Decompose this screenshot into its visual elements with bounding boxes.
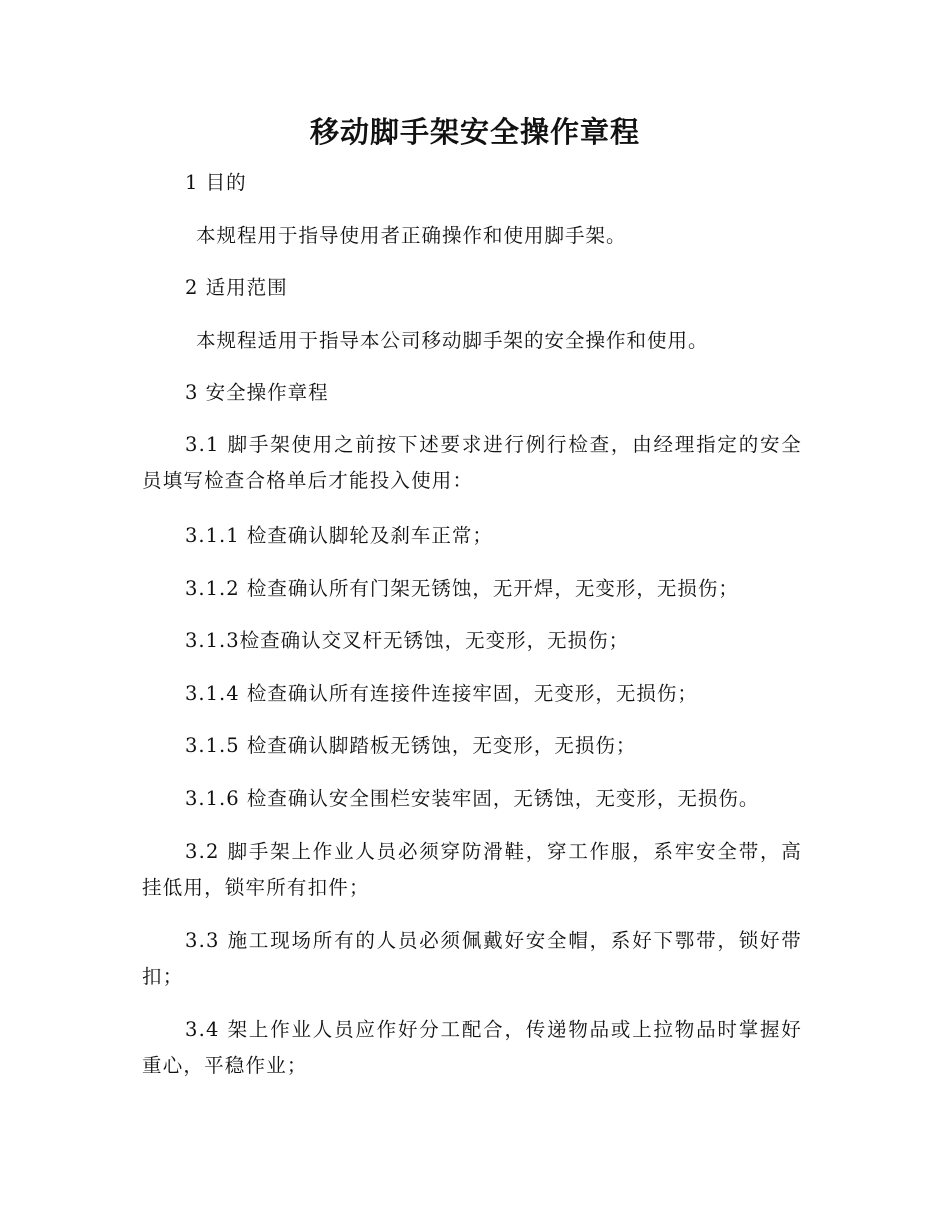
section-1-body: 本规程用于指导使用者正确操作和使用脚手架。: [196, 224, 627, 247]
item-3-4: 3.4 架上作业人员应作好分工配合，传递物品或上拉物品时掌握好重心，平稳作业；: [142, 1018, 802, 1077]
item-3-1-1: 3.1.1 检查确认脚轮及刹车正常；: [185, 524, 493, 547]
item-3-1-5: 3.1.5 检查确认脚踏板无锈蚀，无变形，无损伤；: [185, 734, 637, 757]
item-3-1-6: 3.1.6 检查确认安全围栏安装牢固，无锈蚀，无变形，无损伤。: [185, 787, 760, 810]
section-2-body: 本规程适用于指导本公司移动脚手架的安全操作和使用。: [196, 329, 709, 352]
item-3-3: 3.3 施工现场所有的人员必须佩戴好安全帽，系好下鄂带，锁好带扣；: [142, 929, 802, 988]
item-3-1-4: 3.1.4 检查确认所有连接件连接牢固，无变形，无损伤；: [185, 682, 698, 705]
section-2-heading: 2 适用范围: [185, 276, 288, 299]
item-3-2: 3.2 脚手架上作业人员必须穿防滑鞋，穿工作服，系牢安全带，高挂低用，锁牢所有扣件；: [142, 840, 802, 899]
section-1-heading: 1 目的: [185, 171, 247, 194]
item-3-1-3: 3.1.3检查确认交叉杆无锈蚀，无变形，无损伤；: [185, 629, 630, 652]
item-3-1-2: 3.1.2 检查确认所有门架无锈蚀，无开焊，无变形，无损伤；: [185, 577, 739, 600]
item-3-1: 3.1 脚手架使用之前按下述要求进行例行检查，由经理指定的安全员填写检查合格单后才能投入使用：: [142, 433, 802, 492]
document-title: 移动脚手架安全操作章程: [309, 115, 640, 149]
section-3-heading: 3 安全操作章程: [185, 381, 329, 404]
